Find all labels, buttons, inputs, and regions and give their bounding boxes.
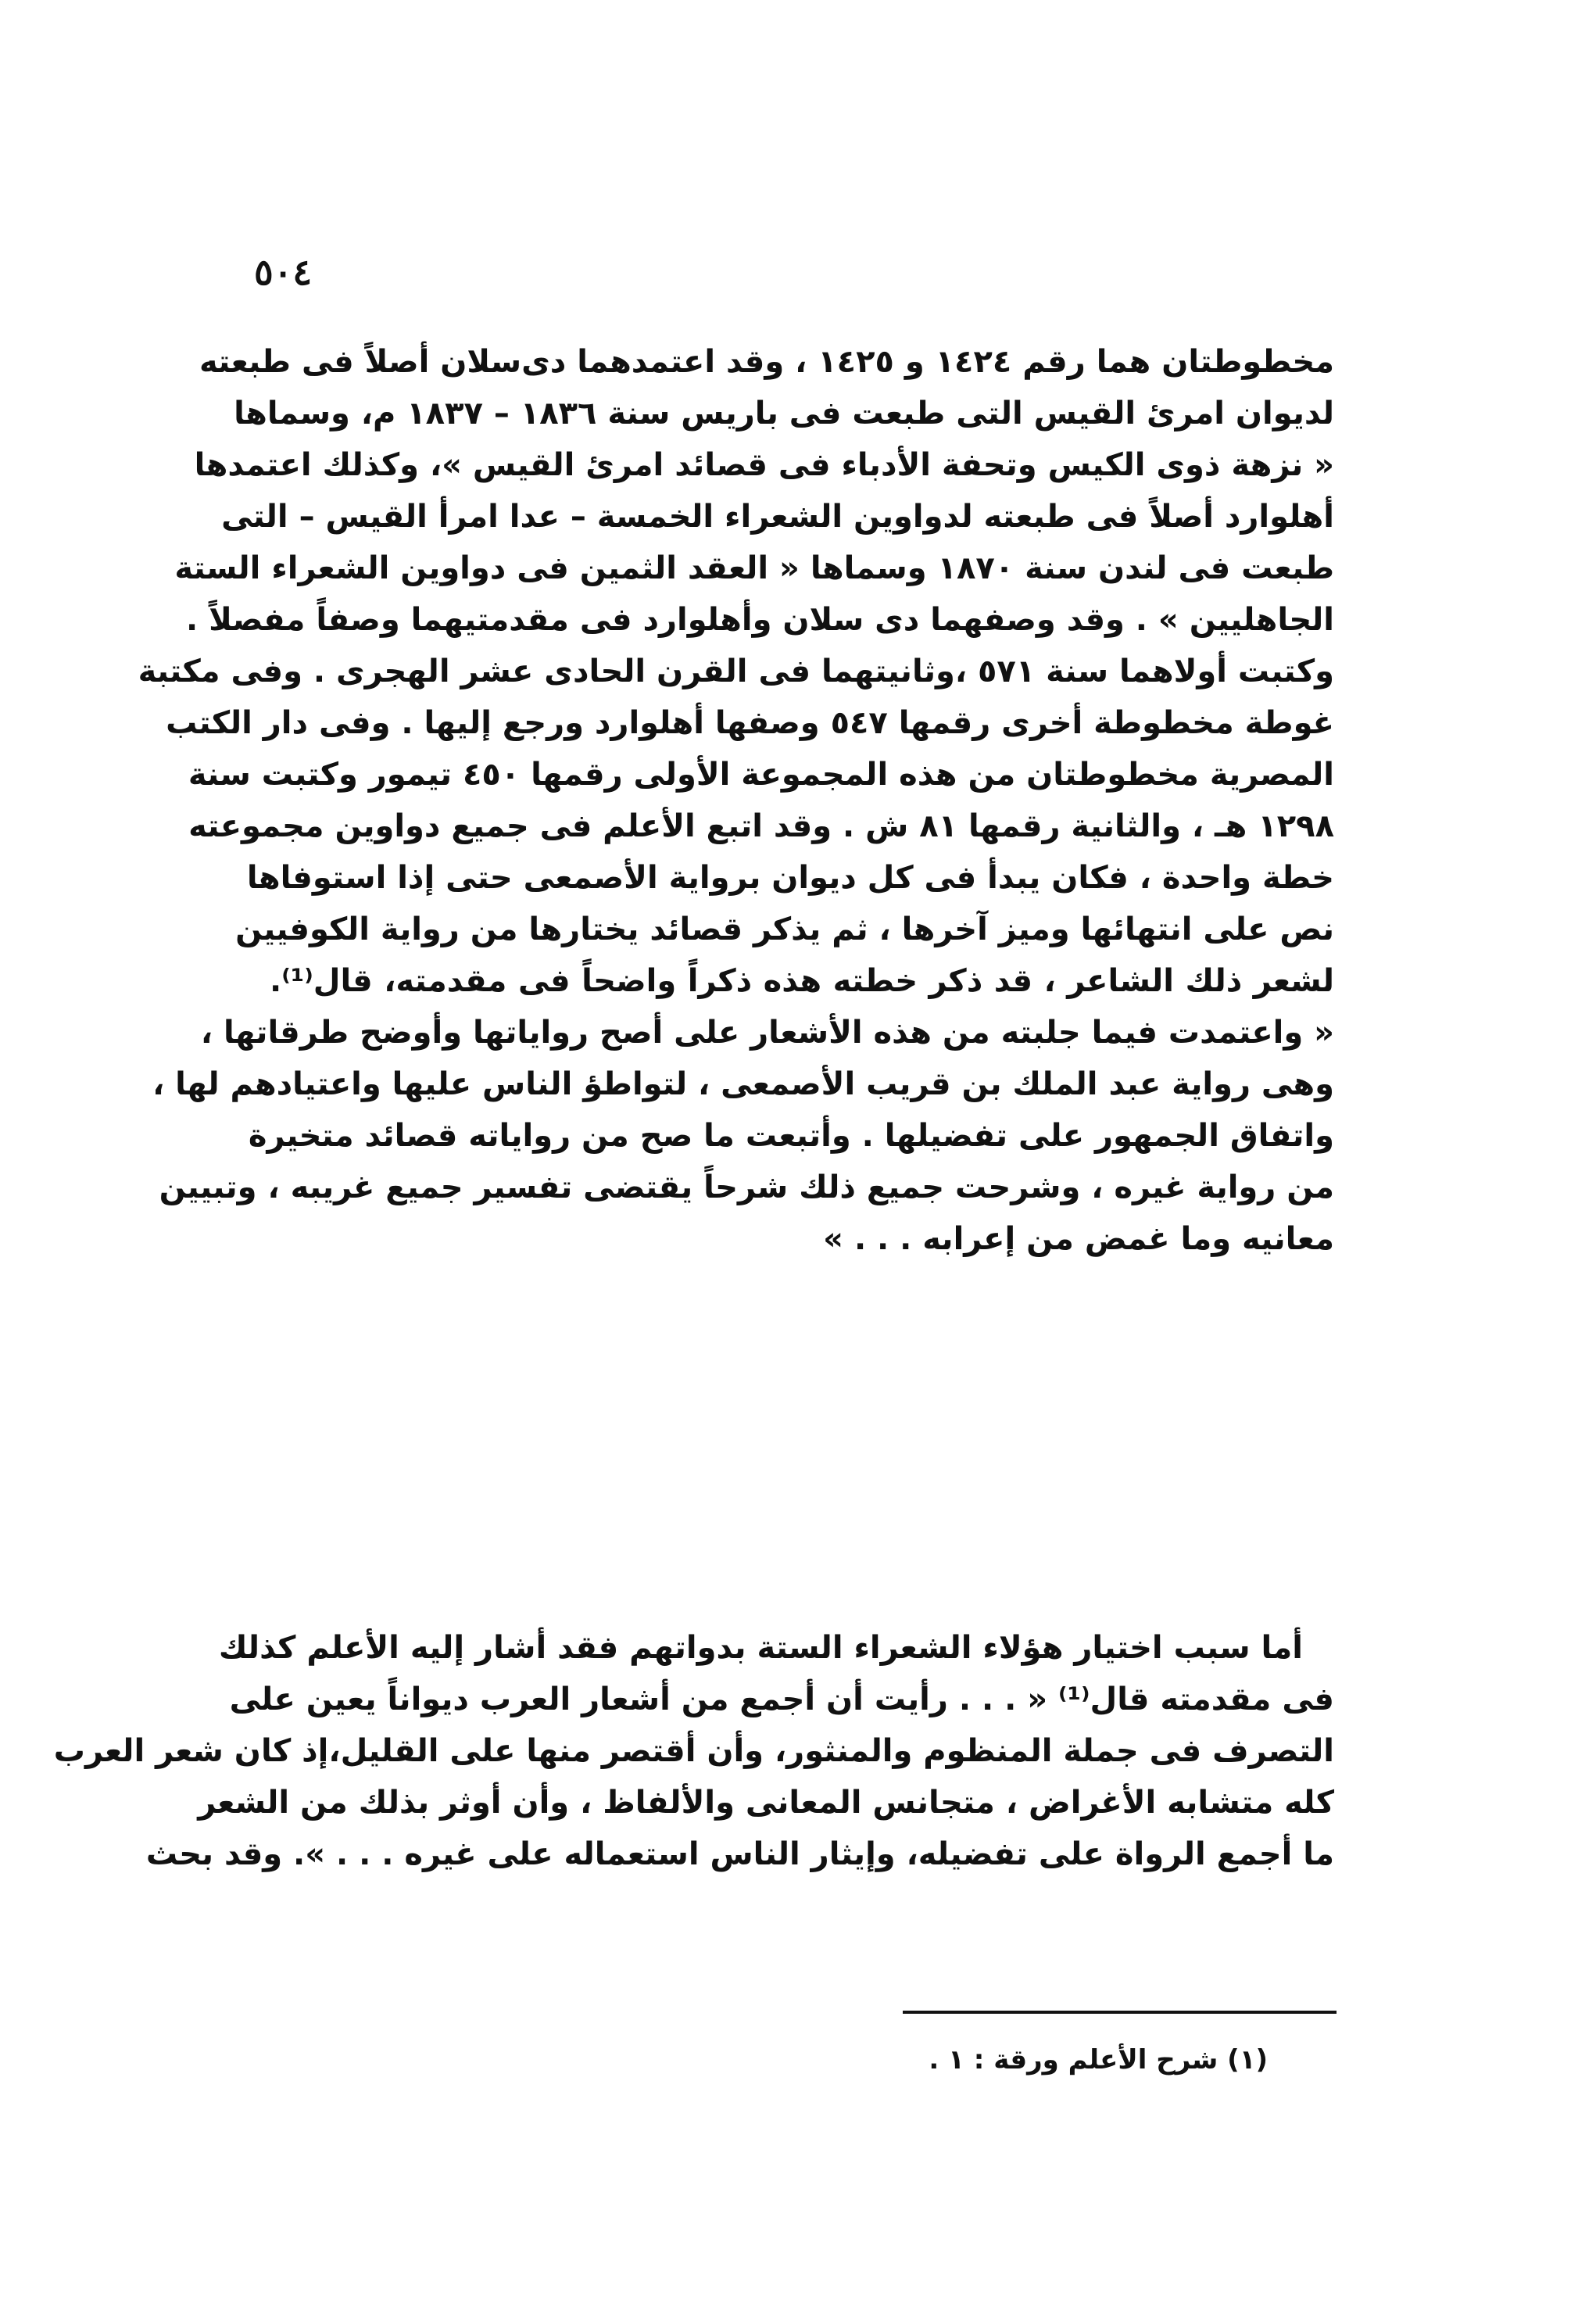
text-line: لشعر ذلك الشاعر ، قد ذكر خطته هذه ذكراً واضحاً فى مقدمته، قال⁽¹⁾. [270, 963, 1334, 999]
text-line: المصرية مخطوطتان من هذه المجموعة الأولى رقمها ٤٥٠ تيمور وكتبت سنة [188, 757, 1334, 793]
text-line: كله متشابه الأغراض ، متجانس المعانى والألفاظ ، وأن أوثر بذلك من الشعر [198, 1785, 1334, 1821]
text-line: طبعت فى لندن سنة ١٨٧٠ وسماها « العقد الثمين فى دواوين الشعراء الستة [174, 550, 1334, 586]
text-line: لديوان امرئ القيس التى طبعت فى باريس سنة ١٨٣٦ – ١٨٣٧ م، وسماها [234, 396, 1334, 432]
text-line: غوطة مخطوطة أخرى رقمها ٥٤٧ وصفها أهلوارد ورجع إليها . وفى دار الكتب [166, 705, 1334, 741]
text-line: التصرف فى جملة المنظوم والمنثور، وأن أقتصر منها على القليل،إذ كان شعر العرب [53, 1733, 1334, 1769]
text-line: أهلوارد أصلاً فى طبعته لدواوين الشعراء الخمسة – عدا امرأ القيس – التى [221, 499, 1334, 535]
text-line: واتفاق الجمهور على تفضيلها . وأتبعت ما صح من رواياته قصائد متخيرة [248, 1118, 1334, 1154]
footnote-divider [903, 2011, 1337, 2014]
text-line: أما سبب اختيار هؤلاء الشعراء الستة بدواتهم فقد أشار إليه الأعلم كذلك [218, 1630, 1303, 1666]
text-line: « نزهة ذوى الكيس وتحفة الأدباء فى قصائد امرئ القيس »، وكذلك اعتمدها [194, 447, 1334, 483]
page-number: ٥٠٤ [254, 251, 313, 293]
text-line: خطة واحدة ، فكان يبدأ فى كل ديوان برواية الأصمعى حتى إذا استوفاها [246, 860, 1334, 896]
text-line: مخطوطتان هما رقم ١٤٢٤ و ١٤٢٥ ، وقد اعتمدهما دى‌سلان أصلاً فى طبعته [199, 344, 1334, 380]
text-line: نص على انتهائها وميز آخرها ، ثم يذكر قصائد يختارها من رواية الكوفيين [235, 912, 1334, 947]
text-line: معانيه وما غمض من إعرابه . . . » [823, 1221, 1334, 1257]
text-line: ما أجمع الرواة على تفضيله، وإيثار الناس استعماله على غيره . . . ». وقد بحث [145, 1836, 1334, 1872]
text-line: من رواية غيره ، وشرحت جميع ذلك شرحاً يقتضى تفسير جميع غريبه ، وتبيين [159, 1169, 1334, 1205]
paragraph-2 [53, 1622, 1334, 1880]
footnote: (١) شرح الأعلم ورقة : ١ . [929, 2044, 1268, 2076]
paragraph-1 [138, 336, 1334, 1265]
text-line: « واعتمدت فيما جلبته من هذه الأشعار على أصح رواياتها وأوضح طرقاتها ، [200, 1015, 1334, 1051]
text-line: وكتبت أولاهما سنة ٥٧١ ،وثانيتهما فى القرن الحادى عشر الهجرى . وفى مكتبة [138, 654, 1334, 689]
text-line: ١٢٩٨ هـ ، والثانية رقمها ٨١ ش . وقد اتبع الأعلم فى جميع دواوين مجموعته [188, 808, 1334, 844]
text-line: وهى رواية عبد الملك بن قريب الأصمعى ، لتواطؤ الناس عليها واعتيادهم لها ، [152, 1066, 1334, 1102]
text-line: الجاهليين » . وقد وصفهما دى سلان وأهلوارد فى مقدمتيهما وصفاً مفصلاً . [185, 602, 1334, 638]
text-line: فى مقدمته قال⁽¹⁾ « . . . رأيت أن أجمع من أشعار العرب ديواناً يعين على [229, 1682, 1334, 1717]
